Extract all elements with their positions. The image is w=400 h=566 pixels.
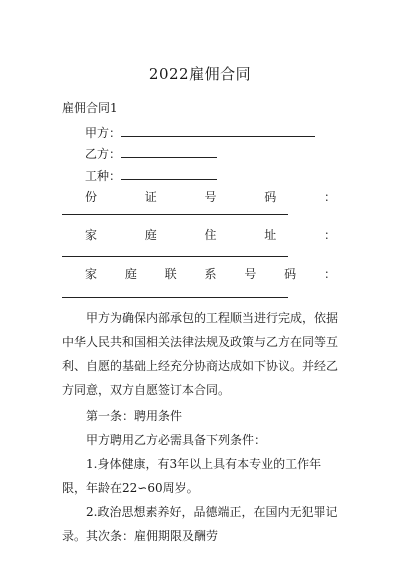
clause-1-title: 第一条：聘用条件 bbox=[86, 409, 183, 423]
party-a-row bbox=[85, 125, 315, 140]
condition-2: 2.政治思想素养好，品德端正，在国内无犯罪记录。 bbox=[62, 505, 338, 543]
id-number-blank bbox=[62, 214, 288, 215]
document-title: 2022雇佣合同 bbox=[148, 65, 252, 83]
party-b-row bbox=[85, 146, 217, 161]
clause-2-title: 其次条：雇佣期限及酬劳 bbox=[86, 529, 219, 543]
clause-1-intro: 甲方聘用乙方必需具备下列条件： bbox=[86, 433, 267, 447]
condition-1: 1.身体健康，有3年以上具有本专业的工作年限，年龄在22∽60周岁。 bbox=[62, 457, 322, 495]
home-phone-blank bbox=[62, 297, 288, 298]
section-heading: 雇佣合同1 bbox=[62, 101, 118, 115]
home-phone-label: 家 庭 联 系 号 码 ： bbox=[85, 267, 336, 281]
party-a-label: 甲方： bbox=[85, 126, 122, 140]
party-b-blank bbox=[121, 146, 217, 158]
home-address-label: 家 庭 住 址 ： bbox=[85, 228, 336, 242]
party-a-blank bbox=[121, 125, 315, 137]
job-type-row bbox=[85, 168, 217, 183]
job-type-blank bbox=[121, 168, 217, 180]
intro-paragraph: 甲方为确保内部承包的工程顺当进行完成，依据中华人民共和国相关法律法规及政策与乙方在同等互利、自愿的基础上经充分协商达成如下协议。并经乙方同意，双方自愿签订本合同。 bbox=[62, 311, 339, 397]
job-type-label: 工种： bbox=[85, 169, 122, 183]
home-address-blank bbox=[62, 256, 288, 257]
id-number-label: 份 证 号 码 ： bbox=[85, 190, 336, 204]
party-b-label: 乙方： bbox=[85, 147, 122, 161]
